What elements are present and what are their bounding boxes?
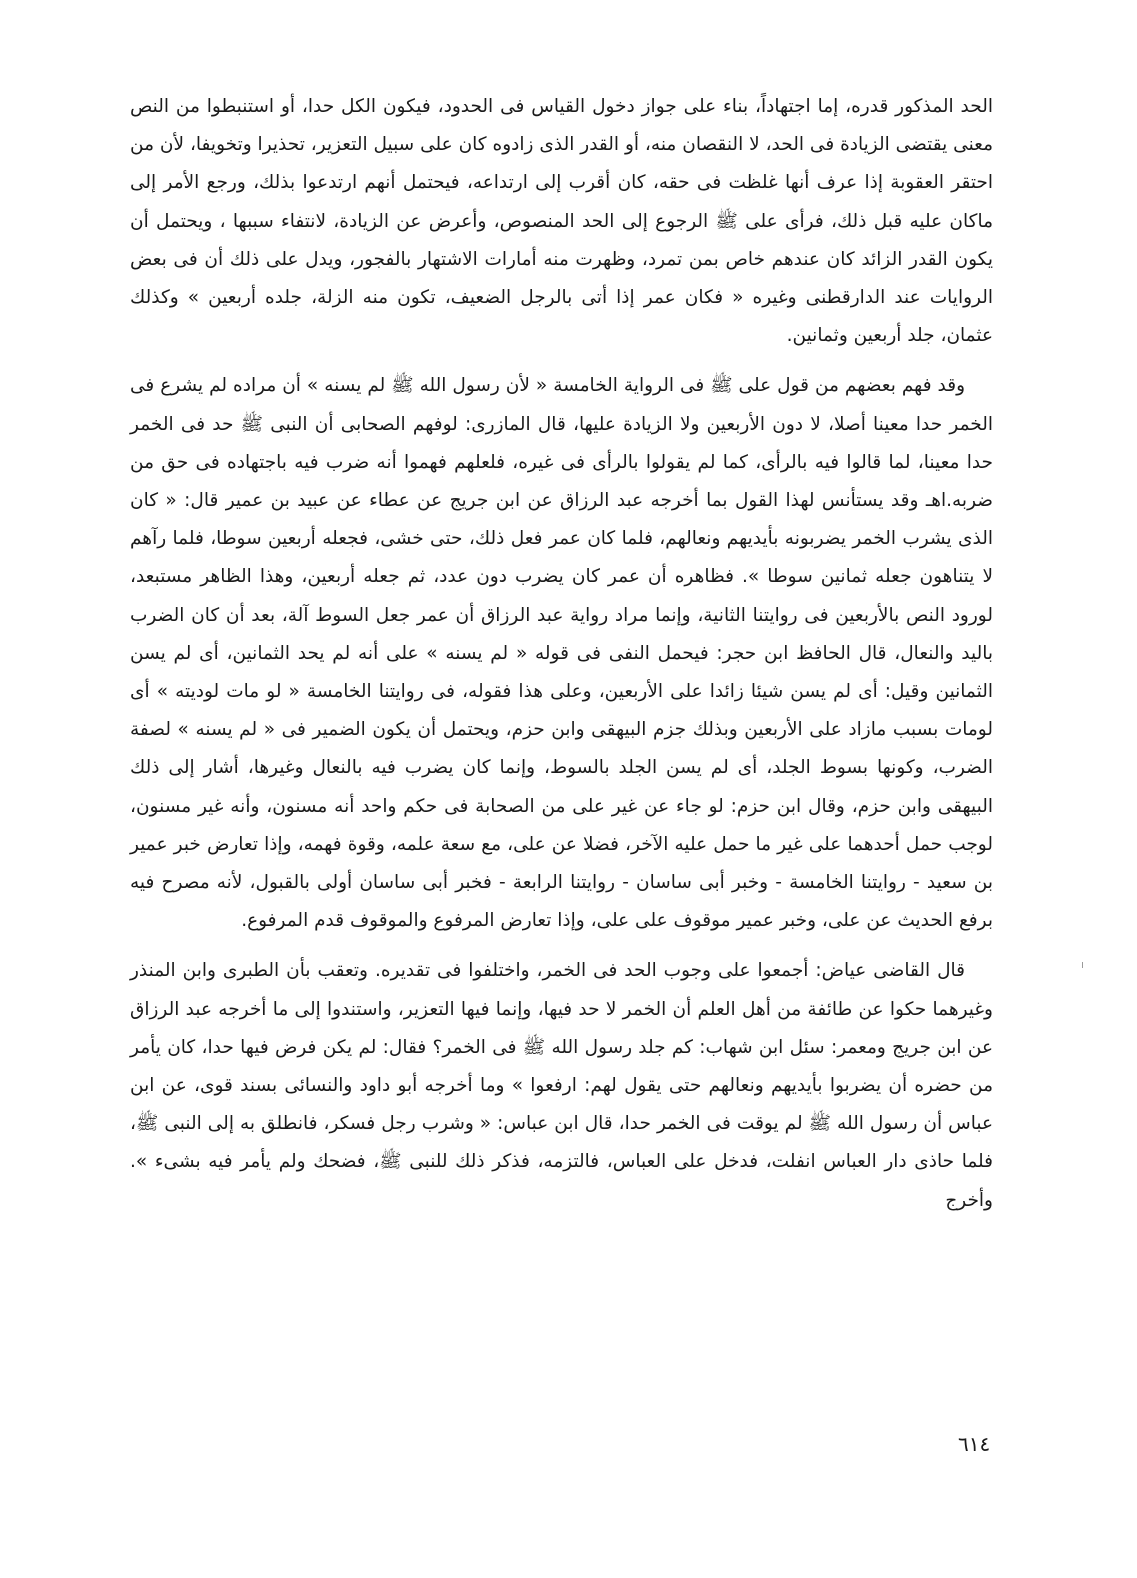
paragraph-1: الحد المذكور قدره، إما اجتهاداً، بناء على جواز دخول القياس فى الحدود، فيكون الكل حدا، أو استنبطوا من النص معنى يقتضى الزيادة فى الحد، لا النقصان منه، أو القدر الذى زادوه كان على سبيل التعزير، تحذيرا وتخويفا، لأن من احتقر العقوبة إذا عرف أنها غلظت فى حقه، كان أقرب إلى ارتداعه، فيحتمل أنهم ارتدعوا بذلك، ورجع الأمر إلى ماكان عليه قبل ذلك، فرأى على ﷺ الرجوع إلى الحد المنصوص، وأعرض عن الزيادة، لانتفاء سببها ، ويحتمل أن يكون القدر الزائد كان عندهم خاص بمن تمرد، وظهرت منه أمارات الاشتهار بالفجور، ويدل على ذلك أن فى بعض الروايات عند الدارقطنى وغيره « فكان عمر إذا أتى بالرجل الضعيف، تكون منه الزلة، جلده أربعين » وكذلك عثمان، جلد أربعين وثمانين.: [130, 96, 993, 347]
paragraph-3: قال القاضى عياض: أجمعوا على وجوب الحد فى الخمر، واختلفوا فى تقديره. وتعقب بأن الطبرى وابن المنذر وغيرهما حكوا عن طائفة من أهل العلم أن الخمر لا حد فيها، وإنما فيها التعزير، واستندوا إلى ما أخرجه عبد الرزاق عن ابن جريج ومعمر: سئل ابن شهاب: كم جلد رسول الله ﷺ فى الخمر؟ فقال: لم يكن فرض فيها حدا، كان يأمر من حضره أن يضربوا بأيديهم ونعالهم حتى يقول لهم: ارفعوا » وما أخرجه أبو داود والنسائى بسند قوى، عن ابن عباس أن رسول الله ﷺ لم يوقت فى الخمر حدا، قال ابن عباس: « وشرب رجل فسكر، فانطلق به إلى النبى ﷺ، فلما حاذى دار العباس انفلت، فدخل على العباس، فالتزمه، فذكر ذلك للنبى ﷺ، فضحك ولم يأمر فيه بشىء ». وأخرج: [130, 960, 993, 1211]
scan-speck: [1082, 962, 1083, 968]
page-body: [130, 88, 993, 1488]
page-number: ٦١٤: [958, 1432, 991, 1456]
paragraph-2: وقد فهم بعضهم من قول على ﷺ فى الرواية الخامسة « لأن رسول الله ﷺ لم يسنه » أن مراده لم يشرع فى الخمر حدا معينا أصلا، لا دون الأربعين ولا الزيادة عليها، قال المازرى: لوفهم الصحابى أن النبى ﷺ حد فى الخمر حدا معينا، لما قالوا فيه بالرأى، كما لم يقولوا بالرأى فى غيره، فلعلهم فهموا أنه ضرب فيه باجتهاده فى حق من ضربه.اهـ وقد يستأنس لهذا القول بما أخرجه عبد الرزاق عن ابن جريج عن عطاء عن عبيد بن عمير قال: « كان الذى يشرب الخمر يضربونه بأيديهم ونعالهم، فلما كان عمر فعل ذلك، حتى خشى، فجعله أربعين سوطا، فلما رآهم لا يتناهون جعله ثمانين سوطا ». فظاهره أن عمر كان يضرب دون عدد، ثم جعله أربعين، وهذا الظاهر مستبعد، لورود النص بالأربعين فى روايتنا الثانية، وإنما مراد رواية عبد الرزاق أن عمر جعل السوط آلة، بعد أن كان الضرب باليد والنعال، قال الحافظ ابن حجر: فيحمل النفى فى قوله « لم يسنه » على أنه لم يحد الثمانين، أى لم يسن الثمانين وقيل: أى لم يسن شيئا زائدا على الأربعين، وعلى هذا فقوله، فى روايتنا الخامسة « لو مات لوديته » أى لومات بسبب مازاد على الأربعين وبذلك جزم البيهقى وابن حزم، ويحتمل أن يكون الضمير فى « لم يسنه » لصفة الضرب، وكونها بسوط الجلد، أى لم يسن الجلد بالسوط، وإنما كان يضرب فيه بالنعال وغيرها، أشار إلى ذلك البيهقى وابن حزم، وقال ابن حزم: لو جاء عن غير على من الصحابة فى حكم واحد أنه مسنون، وأنه غير مسنون، لوجب حمل أحدهما على غير ما حمل عليه الآخر، فضلا عن على، مع سعة علمه، وقوة فهمه، وإذا تعارض خبر عمير بن سعيد - روايتنا الخامسة - وخبر أبى ساسان - روايتنا الرابعة - فخبر أبى ساسان أولى بالقبول، لأنه مصرح فيه برفع الحديث عن على، وخبر عمير موقوف على على، وإذا تعارض المرفوع والموقوف قدم المرفوع.: [130, 375, 993, 932]
